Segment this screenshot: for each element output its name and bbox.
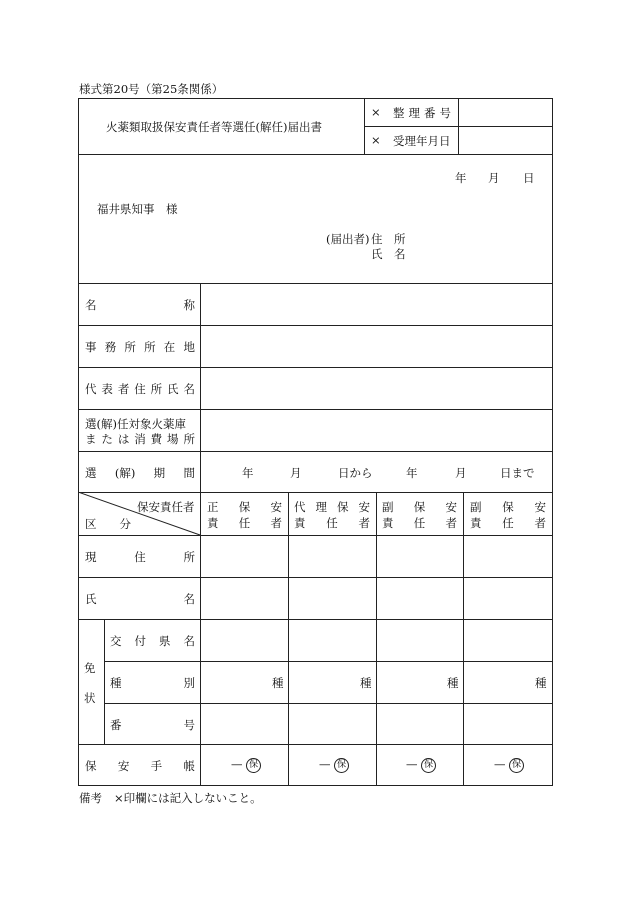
acting-officer-heading-line2: 責 任 者 [294,516,370,530]
period-month-from: 月 [290,466,302,480]
license-type-suffix: 種 [272,676,284,690]
row-line [78,744,553,745]
applicant-address-label: 住 所 [371,232,406,246]
addressee: 福井県知事 様 [97,202,178,216]
division-bottom-label: 区 分 [85,517,131,531]
period-day-to: 日まで [500,466,535,480]
period-year-to: 年 [406,466,418,480]
frame-right-line [552,98,553,786]
safety-notebook-label: 保 安 手 帳 [85,759,195,773]
name-label: 名 称 [85,298,195,312]
row-line [78,409,553,410]
grid-column-line [463,492,464,786]
remarks-text: ×印欄には記入しないこと。 [114,791,262,805]
reference-number-label: 整 理 番 号 [393,106,451,120]
remarks-label: 備考 [79,791,102,805]
row-line [78,577,553,578]
license-type-label: 種 別 [110,676,195,690]
row-line [78,451,553,452]
safety-notebook-entry: — 保 [231,757,261,773]
row-line [78,325,553,326]
safety-notebook-entry: — 保 [494,757,524,773]
license-type-suffix: 種 [535,676,547,690]
person-name-label: 氏 名 [85,592,195,606]
grid-column-line [288,492,289,786]
deputy-officer-2-heading-line1: 副 保 安 [470,500,546,514]
division-top-label: 保安責任者 [137,500,195,514]
deputy-officer-2-heading-line2: 責 任 者 [470,516,546,530]
frame-top-line [78,98,553,99]
form-number: 様式第20号（第25条関係） [79,82,224,96]
safety-notebook-entry: — 保 [406,757,436,773]
deputy-officer-heading-line2: 責 任 者 [382,516,457,530]
row-line [104,661,553,662]
license-group-label-1: 免 [84,661,96,675]
seal-icon: 保 [246,758,261,773]
seal-icon: 保 [334,758,349,773]
office-use-mid-line [364,126,553,127]
license-group-line [104,619,105,745]
row-line [104,703,553,704]
applicant-name-label: 氏 名 [371,247,406,261]
title-bottom-line [78,154,553,155]
date-year: 年 [455,171,467,185]
date-month: 月 [488,171,500,185]
license-type-suffix: 種 [360,676,372,690]
seal-icon: 保 [421,758,436,773]
representative-label: 代 表 者 住 所 氏 名 [85,382,195,396]
frame-left-line [78,98,79,786]
period-label: 選 (解) 期 間 [85,466,195,480]
deputy-officer-heading-line1: 副 保 安 [382,500,457,514]
chief-officer-heading-line1: 正 保 安 [207,500,282,514]
issuing-prefecture-label: 交 付 県 名 [110,634,195,648]
date-day: 日 [523,171,535,185]
license-group-label-2: 状 [84,691,96,705]
row-line [78,283,553,284]
acting-officer-heading-line1: 代 理 保 安 [294,500,370,514]
target-line1-label: 選(解)任対象火薬庫 [85,417,186,431]
frame-bottom-line [78,785,553,786]
license-number-label: 番 号 [110,718,195,732]
chief-officer-heading-line2: 責 任 者 [207,516,282,530]
grid-column-line [376,492,377,786]
period-year-from: 年 [242,466,254,480]
row-line [78,619,553,620]
office-use-mark: × [371,105,381,119]
seal-icon: 保 [509,758,524,773]
current-address-label: 現 住 所 [85,550,195,564]
license-type-suffix: 種 [447,676,459,690]
form-title: 火薬類取扱保安責任者等選任(解任)届出書 [106,120,322,134]
safety-notebook-entry: — 保 [319,757,349,773]
office-location-label: 事 務 所 所 在 地 [85,340,195,354]
period-day-from: 日から [338,466,373,480]
period-month-to: 月 [455,466,467,480]
received-date-label: 受理年月日 [393,134,451,148]
office-use-mark: × [371,133,381,147]
target-line2-label: ま た は 消 費 場 所 [85,432,195,446]
row-line [78,367,553,368]
applicant-prefix: (届出者) [326,232,370,246]
